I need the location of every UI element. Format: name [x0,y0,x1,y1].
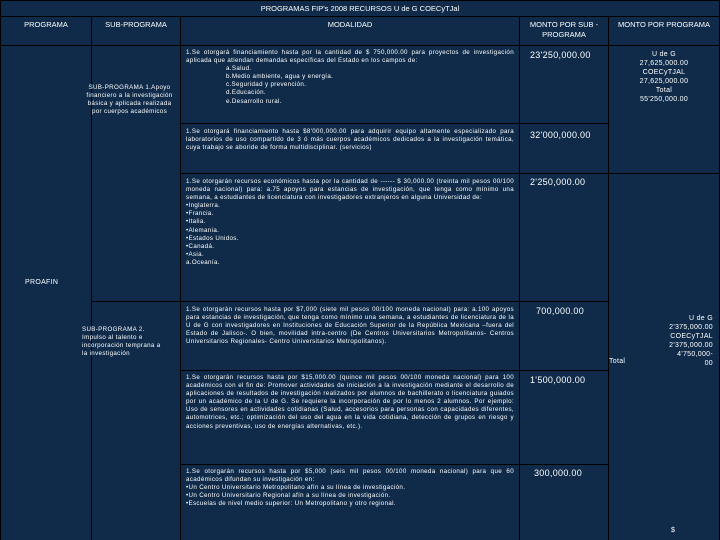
list-item: b.Medio ambiente, agua y energía. [226,73,334,81]
monto-sub-3: 2'250,000.00 [520,174,608,301]
modalidad-row-4 [181,302,519,370]
list-item: •Escuelas de nivel medio superior: Un Metropolitano y otro regional. [186,500,396,508]
modalidad-row-2 [181,124,519,173]
modalidad-3-items [186,202,514,267]
programa-cell [1,46,91,540]
header-modalidad: MODALIDAD [181,17,519,45]
monto-programa-2-values: U de G 2'375,000.00 COECyTJAL 2'375,000.00 4'750,000- 00 [669,315,713,367]
modalidad-1-items [186,65,514,105]
monto-sub-6: 300,000.00 [520,465,608,540]
list-item: •Alemania. [186,226,220,234]
list-item: •Asia. [186,250,205,258]
monto-sub-5: 1'500,000.00 [520,371,608,464]
list-item: •Canadá. [186,242,215,250]
monto-programa-1-values: U de G 27,625,000.00 COECyTJAL 27,625,000.00 Total 55'250,000.00 [639,51,689,103]
header-subprograma: SUB-PROGRAMA [92,17,180,45]
header-programa: PROGRAMA [1,17,91,45]
modalidad-6-text: 1.Se otorgarán recursos hasta por $5,000 (seis mil pesos 00/100 moneda nacional) para que 60 académicos difundan su investigación en: [186,468,514,484]
modalidad-1-text: 1.Se otorgará financiamiento hasta por la cantidad de $ 750,000.00 para proyectos de investigación aplicada que atiendan demandas específicas del Estado en los campos de: [186,49,514,65]
subprograma-2-text: SUB-PROGRAMA 2. Impulso al talento e incorporación temprana a la investigación [82,326,161,358]
list-item: a.Oceanía. [186,258,220,266]
list-item: a.Salud. [226,65,252,73]
list-item: •Estados Unidos. [186,234,239,242]
modalidad-2-text: 1.Se otorgará financiamiento hasta $8'000,000.00 para adquirir equipo altamente especializado para laboratorios de uso compartido de 3 ó más cuerpos académicos dedicados a la investigación temática, cuya trabajo se aboride de forma multidisciplinar. (servicios) [186,128,514,152]
modalidad-4-text: 1.Se otorgarán recursos hasta por $7,000 (siete mil pesos 00/100 moneda nacional) para: a.100 apoyos para estancias de investigación, que tenga como mínimo una semana, a estudiantes de licenciatura de la U de G con investigadores en Instituciones de Educación Superior de la República Mexicana –fuera del Estado de Jalisco-. O bien, movilidad intra-centro (De Centros Universitarios Metropolitanos- Centros Universitarios Regionales- Centro Universitarios Metropolitanos). [186,306,514,346]
header-monto-programa: MONTO POR PROGRAMA [609,17,719,45]
footer-mark: $ [671,527,676,534]
list-item: •Un Centro Universitario Metropolitano afín a su línea de investigación. [186,484,406,492]
modalidad-row-3 [181,174,519,301]
page-title: PROGRAMAS FIP's 2008 RECURSOS U de G COECyTJal [1,1,719,16]
list-item: •Un Centro Universitario Regional afín a su línea de investigación. [186,492,391,500]
subprograma-2-cell [82,302,180,540]
modalidad-5-text: 1.Se otorgarán recursos hasta por $15,000.00 (quince mil pesos 00/100 moneda nacional) para 100 académicos con el fin de: Promover actividades de iniciación a la investigación mediante el desarrollo de aplicaciones de resultados de investigación realizados por alumnos de bachillerato o licenciatura guiados por un académico de la U de G. Se requiere la incorporación de por lo menos 2 alumnos. Por ejemplo: Uso de sensores en actividades cotidianas (Salud, accesorios para personas con capacidades diferentes, automotrices, etc.; optimización del uso del agua en la vida cotidiana, detección de grupos en riesgo y acciones preventivas, uso de energías alternativas, etc.). [186,374,514,430]
header-monto-sub: MONTO POR SUB -PROGRAMA [520,17,608,45]
monto-sub-4: 700,000.00 [520,302,608,370]
programa-name: PROAFIN [25,279,59,286]
list-item: d.Educación. [226,89,266,97]
modalidad-row-5 [181,371,519,464]
modalidad-6-items [186,484,514,508]
monto-sub-2: 32'000,000.00 [520,124,608,173]
modalidad-3-text: 1.Se otorgarán recursos económicos hasta por la cantidad de ------ $ 30,000.00 (treinta mil pesos 00/100 moneda nacional) para: a.75 apoyos para estancias de investigación, que tenga como mínimo una semana, a estudiantes de licenciatura con investigadores extranjeros en alguna Universidad de: [186,178,514,202]
list-item: e.Desarrollo rural. [226,97,282,105]
monto-programa-1 [609,46,719,173]
list-item: •Francia. [186,210,214,218]
monto-sub-1: 23'250,000.00 [520,46,608,123]
subprograma-1-text: SUB-PROGRAMA 1.Apoyo financiero a la investigación básica y aplicada realizada por cuerpos académicos [86,84,173,116]
monto-programa-2 [609,174,719,540]
total-label: Total [609,358,626,365]
list-item: •Inglaterra. [186,202,221,210]
list-item: •Italia. [186,218,206,226]
list-item: c.Seguridad y prevención. [226,81,307,89]
modalidad-row-1 [181,46,519,123]
modalidad-row-6 [181,465,519,540]
subprograma-1-cell [86,46,180,301]
